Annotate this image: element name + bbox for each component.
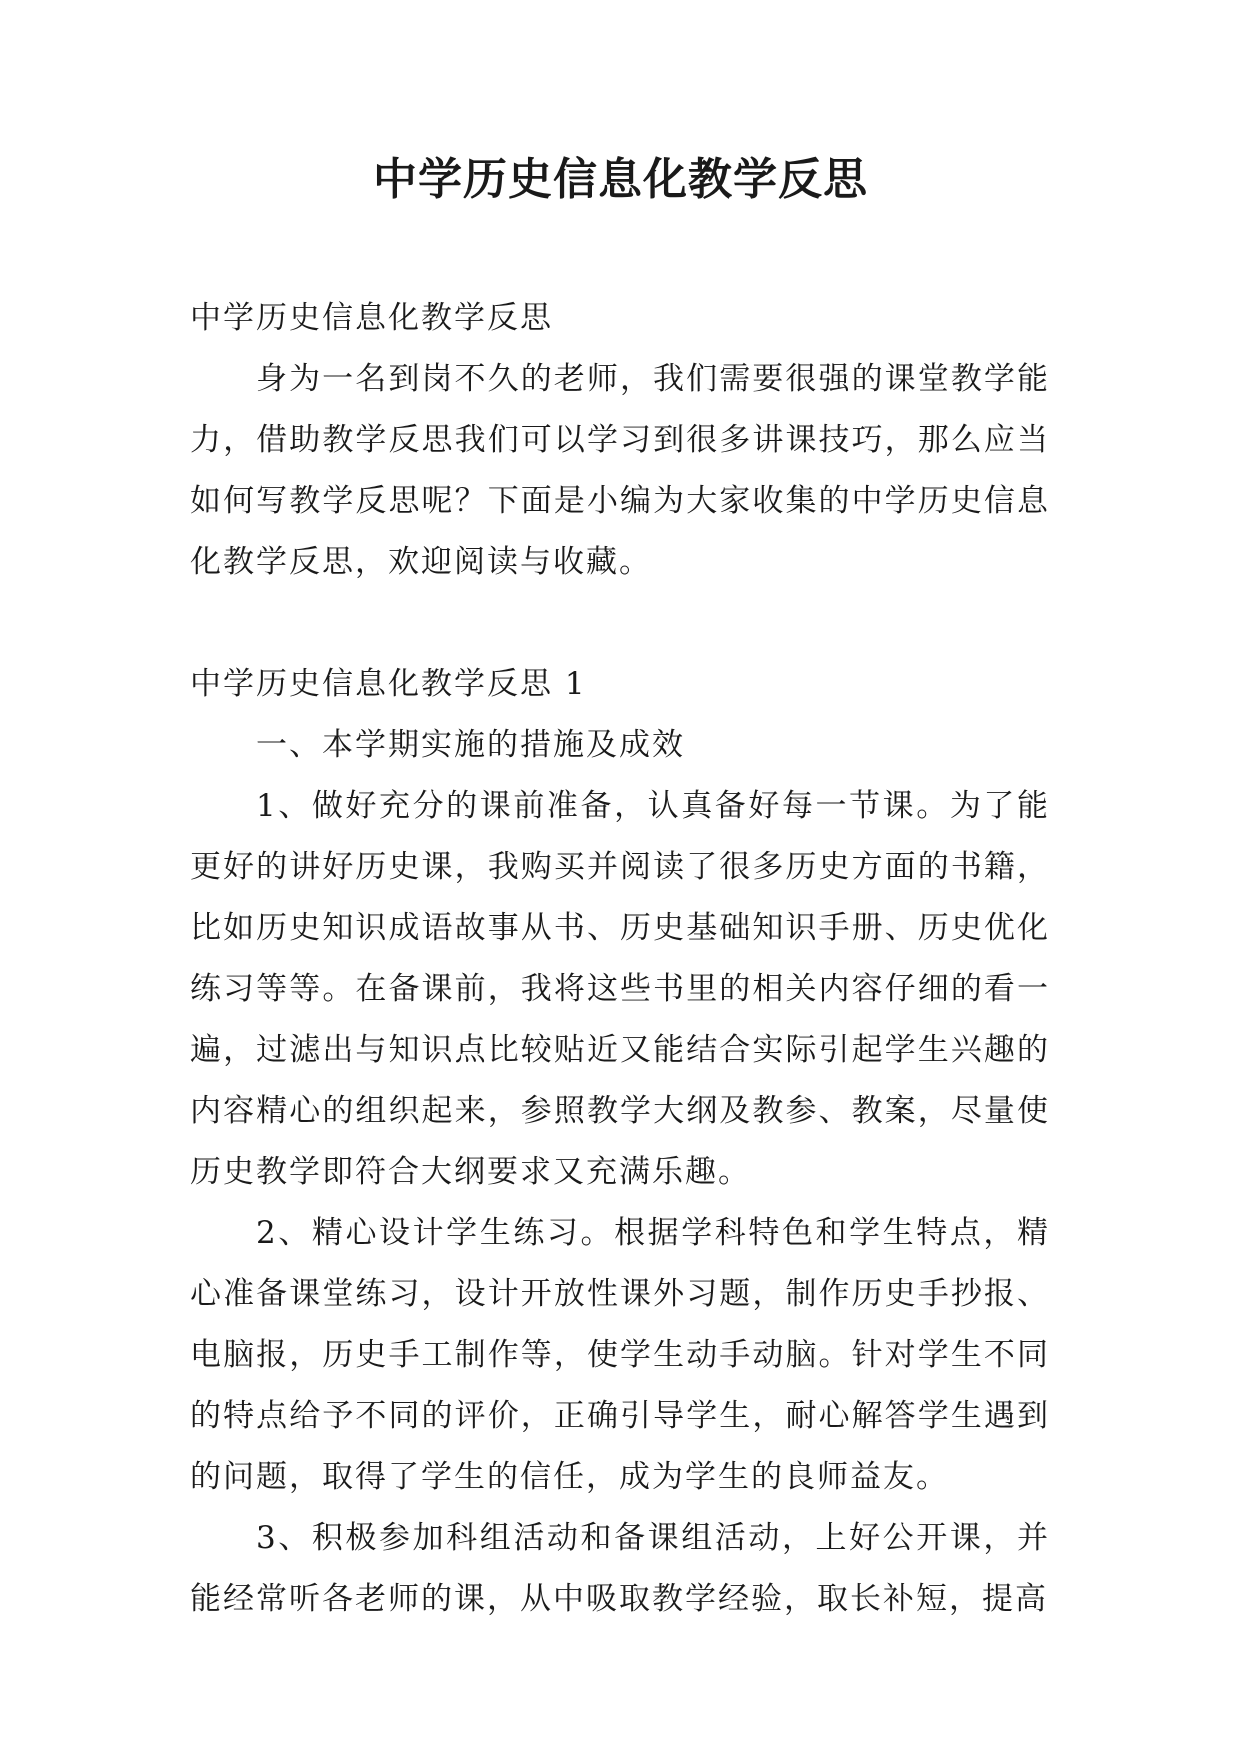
section-heading: 中学历史信息化教学反思 1 — [190, 666, 587, 702]
document-subtitle: 中学历史信息化教学反思 — [190, 300, 553, 336]
intro-paragraph: 身为一名到岗不久的老师，我们需要很强的课堂教学能力，借助教学反思我们可以学习到很多讲课技巧，那么应当如何写教学反思呢？下面是小编为大家收集的中学历史信息化教学反思，欢迎阅读与收藏。 — [190, 361, 1050, 580]
body-paragraph: 3、积极参加科组活动和备课组活动，上好公开课，并能经常听各老师的课，从中吸取教学经验，取长补短，提高 — [190, 1520, 1050, 1617]
subsection-heading: 一、本学期实施的措施及成效 — [256, 727, 685, 763]
document-body — [190, 288, 1050, 1630]
body-paragraph: 2、精心设计学生练习。根据学科特色和学生特点，精心准备课堂练习，设计开放性课外习题，制作历史手抄报、电脑报，历史手工制作等，使学生动手动脑。针对学生不同的特点给予不同的评价，正确引导学生，耐心解答学生遇到的问题，取得了学生的信任，成为学生的良师益友。 — [190, 1215, 1050, 1495]
document-title: 中学历史信息化教学反思 — [373, 154, 868, 205]
body-paragraph: 1、做好充分的课前准备，认真备好每一节课。为了能更好的讲好历史课，我购买并阅读了很多历史方面的书籍，比如历史知识成语故事从书、历史基础知识手册、历史优化练习等等。在备课前，我将这些书里的相关内容仔细的看一遍，过滤出与知识点比较贴近又能结合实际引起学生兴趣的内容精心的组织起来，参照教学大纲及教参、教案，尽量使历史教学即符合大纲要求又充满乐趣。 — [190, 788, 1050, 1190]
